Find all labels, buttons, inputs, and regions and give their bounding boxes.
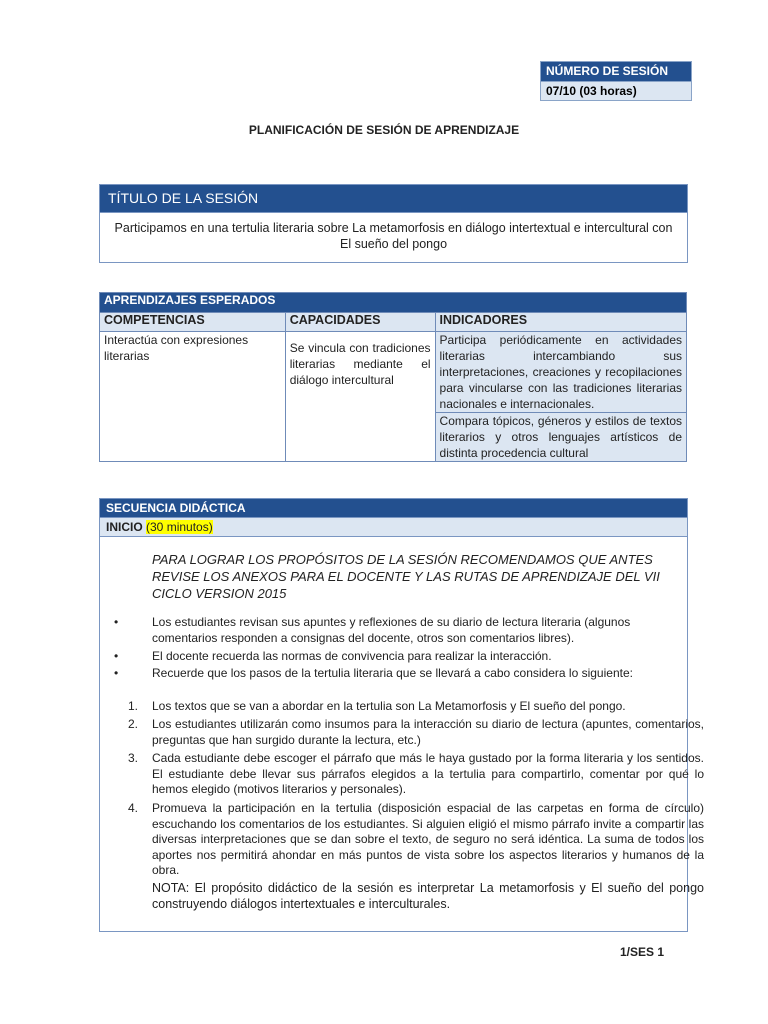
indicador-cell: Compara tópicos, géneros y estilos de textos literarios y otros lenguajes artísticos de distinta procedencia cultural (435, 413, 686, 462)
inicio-label: INICIO (106, 520, 143, 534)
secuencia-didactica-box (99, 498, 704, 932)
aprendizajes-header: APRENDIZAJES ESPERADOS (100, 293, 687, 313)
secuencia-header: SECUENCIA DIDÁCTICA (100, 499, 687, 517)
step-number: 3. (128, 751, 139, 765)
column-header-competencias: COMPETENCIAS (100, 313, 286, 332)
inicio-header (100, 517, 687, 537)
session-title-label: TÍTULO DE LA SESIÓN (100, 185, 687, 212)
column-header-capacidades: CAPACIDADES (285, 313, 435, 332)
list-item-text: Promueva la participación en la tertulia (disposición espacial de las carpetas en forma de círculo) escuchando los comentarios de los estudiantes. Si alguien eligió el mismo párrafo invite a compartir las diversas interpretaciones que se dan sobre el texto, de seguro no será idéntica. La suma de todos los aportes nos permitirá ahondar en más puntos de vista sobre los aspectos literarios y humanos de la obra. (152, 801, 704, 878)
competencia-cell: Interactúa con expresiones literarias (100, 332, 286, 462)
step-number: 1. (128, 699, 139, 713)
step-number: 4. (128, 801, 139, 815)
step-number: 2. (128, 717, 139, 731)
session-number-value: 07/10 (03 horas) (541, 81, 691, 100)
aprendizajes-table (99, 292, 687, 462)
list-item-text: Los estudiantes revisan sus apuntes y reflexiones de su diario de lectura literaria (algunos comentarios responden a consignas del docente, otros son comentarios libres). (152, 615, 631, 645)
indicador-cell: Participa periódicamente en actividades literarias intercambiando sus interpretaciones, creaciones y recopilaciones para vincularse con las tradiciones literarias nacionales e internacionales. (435, 332, 686, 413)
bullet-icon: • (114, 615, 119, 629)
note-text: NOTA: El propósito didáctico de la sesión es interpretar La metamorfosis y El sueño del pongo construyendo diálogos intertextuales e interculturales. (152, 881, 704, 911)
column-header-indicadores: INDICADORES (435, 313, 686, 332)
list-item-text: Cada estudiante debe escoger el párrafo que más le haya gustado por la forma literaria y los sentidos. El estudiante debe llevar sus párrafos elegidos a la tertulia para compartirlo, comentar por qué lo hemos elegido (motivos literarios y personales). (152, 751, 704, 797)
session-title-box (99, 184, 688, 263)
list-item-text: El docente recuerda las normas de convivencia para realizar la interacción. (152, 649, 552, 663)
bullet-icon: • (114, 649, 119, 663)
session-title-text: Participamos en una tertulia literaria sobre La metamorfosis en diálogo intertextual e intercultural con El sueño del pongo (100, 212, 687, 259)
inicio-time-highlight: (30 minutos) (146, 520, 213, 534)
bullet-icon: • (114, 666, 119, 680)
list-item-text: Los estudiantes utilizarán como insumos para la interacción su diario de lectura (apuntes, comentarios, preguntas que han surgido durante la lectura, etc.) (152, 717, 704, 747)
list-item-text: Recuerde que los pasos de la tertulia literaria que se llevará a cabo considera lo siguiente: (152, 666, 633, 680)
session-number-box (540, 61, 692, 101)
recommendation-text: PARA LOGRAR LOS PROPÓSITOS DE LA SESIÓN RECOMENDAMOS QUE ANTES REVISE LOS ANEXOS PARA EL DOCENTE Y LAS RUTAS DE APRENDIZAJE DEL VII CICLO VERSION 2015 (152, 552, 660, 601)
document-title: PLANIFICACIÓN DE SESIÓN DE APRENDIZAJE (248, 123, 520, 137)
list-item-text: Los textos que se van a abordar en la tertulia son La Metamorfosis y El sueño del pongo. (152, 699, 626, 713)
capacidad-cell: Se vincula con tradiciones literarias mediante el diálogo intercultural (285, 332, 435, 462)
page-number: 1/SES 1 (620, 945, 665, 959)
session-number-label: NÚMERO DE SESIÓN (541, 62, 691, 81)
